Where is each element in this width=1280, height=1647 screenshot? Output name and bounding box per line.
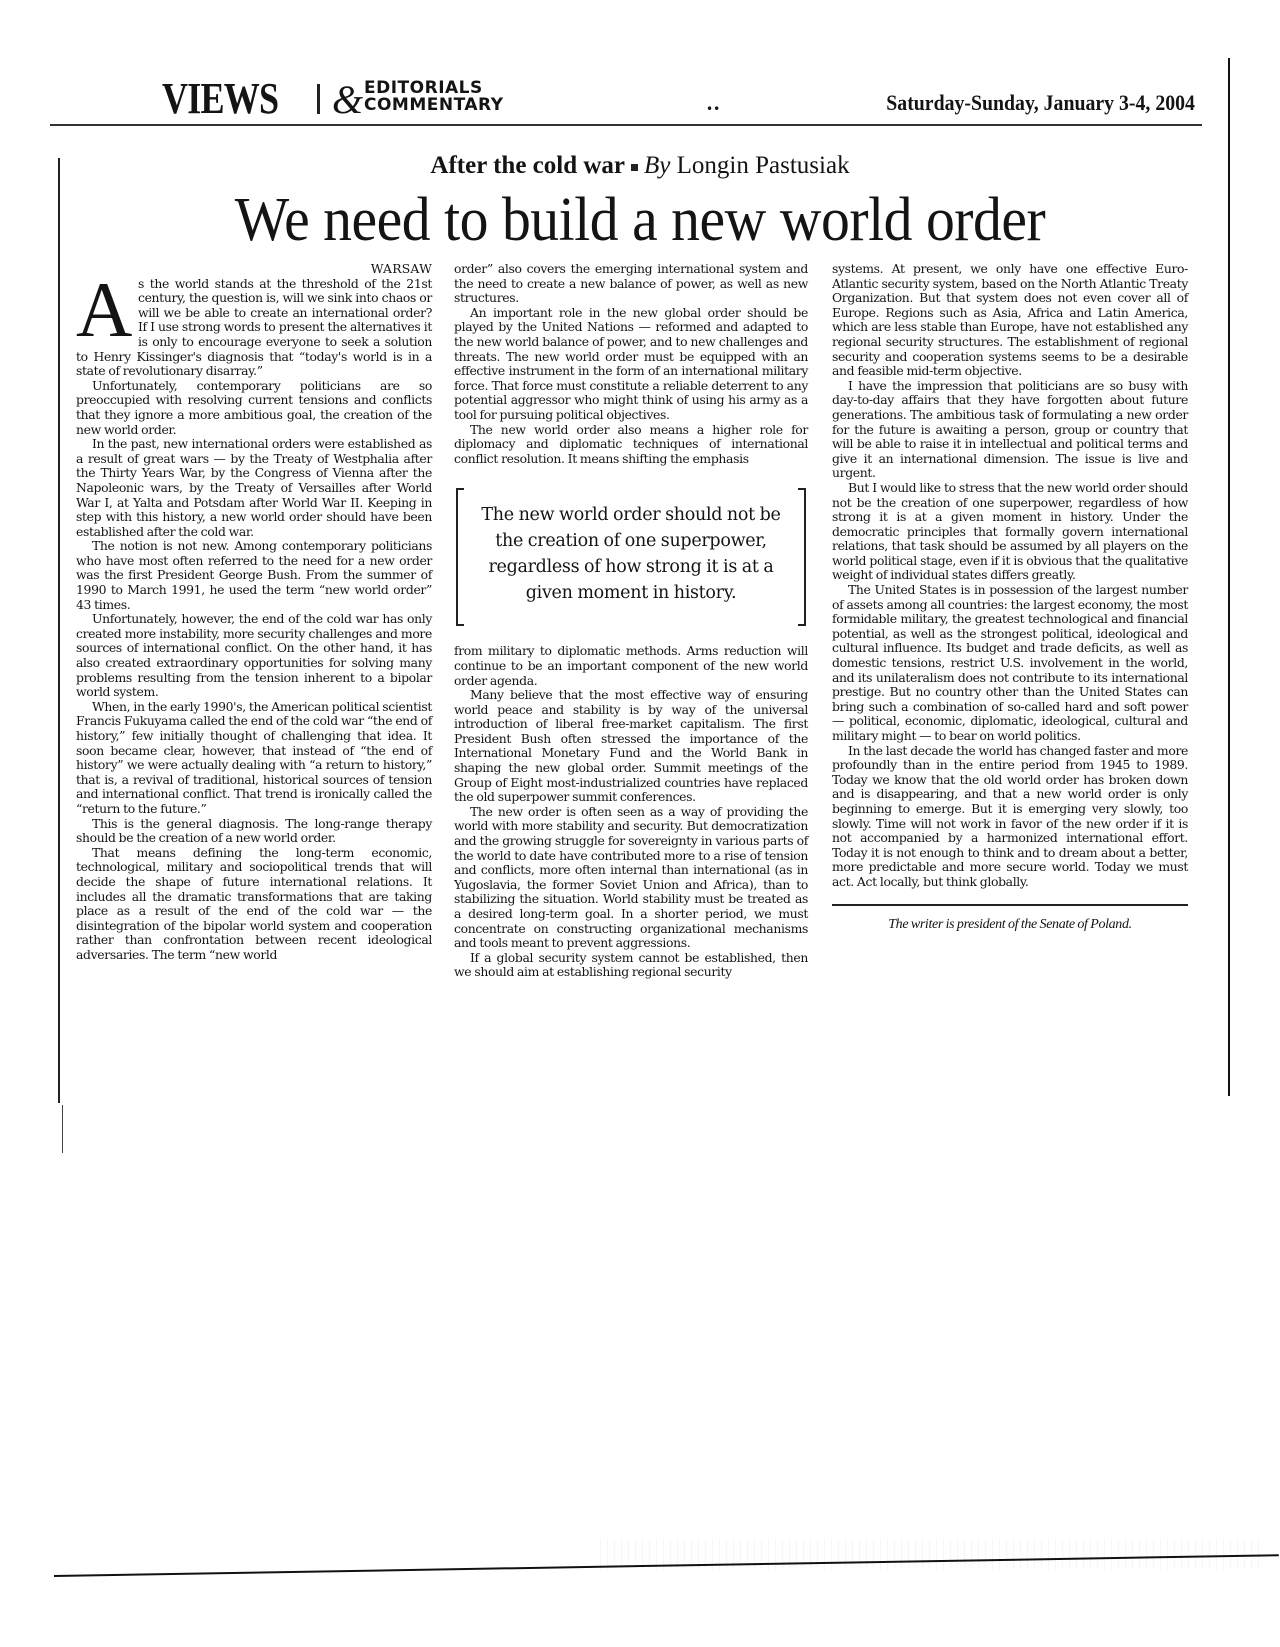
paragraph: Unfortunately, contemporary politicians are so preoccupied with resolving current tensions and conflicts that they ignore a more ambitious goal, the creation of the new world order. [76,377,432,437]
paragraph: The new order is often seen as a way of providing the world with more stability and security. But democratization and the growing struggle for sovereignty in various parts of the world to date have contributed more to a rise of tension and conflicts, more often internal than international (as in Yugoslavia, the former Soviet Union and Africa), than to stabilizing the situation. World stability must be treated as a desired long-term goal. In a shorter period, we must concentrate on constructing organizational mechanisms and tools meant to prevent aggressions. [454,803,808,951]
signature-rule [832,904,1188,906]
issue-date: Saturday-Sunday, January 3-4, 2004 [886,90,1195,115]
article-headline: We need to build a new world order [234,186,1046,254]
article-kicker [0,152,1280,180]
page-border-left [58,158,60,1103]
paragraph: That means defining the long-term economic, technological, military and sociopolitical trends that will decide the shape of future international relations. It includes all the dramatic transformations that are taking place as a result of the end of the cold war — the disintegration of the bipolar world system and cooperation rather than confrontation between recent ideological adversaries. The term “new world [76,844,432,962]
ornament-dots: •• [706,102,721,116]
author-signature: The writer is president of the Senate of Poland. [888,916,1132,932]
masthead-rule [50,124,1202,126]
kicker-text: After the cold war [430,152,626,179]
paragraph: In the past, new international orders were established as a result of great wars — by the Treaty of Westphalia after the Thirty Years War, by the Congress of Vienna after the Napoleonic wars, by the Treaty of Versailles after World War I, at Yalta and Potsdam after World War II. Keeping in step with this history, a new world order should have been established after the cold war. [76,436,432,539]
masthead [140,76,1195,124]
paragraph: If a global security system cannot be established, then we should aim at establishing regional security [454,949,808,980]
byline-prefix: By [644,152,671,179]
article-column-2 [454,262,808,980]
paragraph: The notion is not new. Among contemporary politicians who have most often referred to the need for a new order was the first President George Bush. From the summer of 1990 to March 1991, he used the term “new world order” 43 times. [76,538,432,612]
pull-quote [454,488,808,626]
paragraph: Unfortunately, however, the end of the cold war has only created more instability, more security challenges and more sources of international conflict. On the other hand, it has also created extraordinary opportunities for solving many problems resulting from the tension inherent to a bipolar world system. [76,611,432,700]
drop-cap: A [76,265,132,353]
paragraph: systems. At present, we only have one effective Euro-Atlantic security system, based on the North Atlantic Treaty Organization. But that system does not even cover all of Europe. Regions such as Asia, Africa and Latin America, which are less stable than Europe, have not established any regional security structures. The establishment of regional security and cooperation systems seems to be a desirable and feasible mid-term objective. [832,261,1188,379]
paragraph: The new world order also means a higher role for diplomacy and diplomatic techniques of international conflict resolution. It means shifting the emphasis [454,421,808,466]
paragraph: In the last decade the world has changed faster and more profoundly than in the entire period from 1945 to 1989. Today we know that the old world order has broken down and is disappearing, and that a new world order is only beginning to emerge. But it is emerging very slowly, too slowly. Time will not work in favor of the new order if it is not accompanied by a harmonized international effort. Today it is not enough to think and to dream about a better, more predictable and more secure world. Today we must act. Act locally, but think globally. [832,742,1188,889]
bullet-square-icon [631,164,638,171]
section-subtitle-line2: COMMENTARY [364,95,504,115]
bracket-left-icon [456,488,464,626]
pull-quote-text: The new world order should not be the creation of one superpower, regardless of how strong it is at a given moment in history. [481,505,781,604]
paragraph: I have the impression that politicians are so busy with day-to-day affairs that they have forgotten about future generations. The ambitious task of formulating a new order for the future is awaiting a person, group or country that will be able to raise it in intellectual and political terms and give it an international dimension. The issue is live and urgent. [832,377,1188,481]
byline-author: Longin Pastusiak [676,152,850,179]
masthead-divider [317,84,320,114]
paragraph: Many believe that the most effective way of ensuring world peace and stability is by way of the universal introduction of liberal free-market capitalism. The first President Bush often stressed the importance of the International Monetary Fund and the World Bank in shaping the new global order. Summit meetings of the Group of Eight most-industrialized countries have replaced the old superpower summit conferences. [454,687,808,805]
section-subtitle-line1: EDITORIALS [364,78,483,98]
paragraph: from military to diplomatic methods. Arms reduction will continue to be an important component of the new world order agenda. [454,643,808,688]
paragraph: When, in the early 1990's, the American political scientist Francis Fukuyama called the end of the cold war “the end of history,” few initially thought of challenging that idea. It soon became clear, however, that instead of “the end of history” we were actually dealing with “a return to history,” that is, a revival of traditional, historical sources of tension and international conflict. That trend is ironically called the “return to the future.” [76,698,432,816]
paragraph: An important role in the new global order should be played by the United Nations — reformed and adapted to the new world balance of power, and to new challenges and threats. The new world order must be equipped with an effective instrument in the form of an international military force. That force must constitute a reliable deterrent to any potential aggressor who might think of using his army as a tool for pursuing political objectives. [454,304,808,422]
article-column-3 [832,262,1188,932]
article-column-1 [76,262,432,963]
paragraph: This is the general diagnosis. The long-range therapy should be the creation of a new world order. [76,815,432,846]
page-border-left-fragment [62,1105,63,1153]
paragraph: The United States is in possession of the largest number of assets among all countries: the largest economy, the most formidable military, the greatest technological and financial potential, as well as the strongest political, ideological and cultural influence. Its budget and trade deficits, as well as domestic tensions, restrict U.S. involvement in the world, and its unilateralism does not contribute to its international prestige. But no country other than the United States can bring such a combination of so-called hard and soft power — political, economic, diplomatic, ideological, cultural and military might — to bear on world politics. [832,582,1188,743]
paragraph-text: s the world stands at the threshold of the 21st century, the question is, will we sink into chaos or will we be able to create an international order? If I use strong words to present the alternatives it is only to encourage everyone to seek a solution to Henry Kissinger's diagnosis that “today's world is in a state of revolutionary disarray.” [76,275,432,379]
bracket-right-icon [798,488,806,626]
ampersand: & [332,77,364,122]
paragraph: order” also covers the emerging international system and the need to create a new balance of power, as well as new structures. [454,261,808,306]
paragraph: But I would like to stress that the new world order should not be the creation of one superpower, regardless of how strong it is at a given moment in history. Under the democratic principles that formally govern international relations, that task should be assumed by all players on the world political stage, even if it is obvious that the qualitative weight of individual states differs greatly. [832,479,1188,583]
dateline: WARSAW [370,261,432,276]
section-title: VIEWS [162,74,279,123]
